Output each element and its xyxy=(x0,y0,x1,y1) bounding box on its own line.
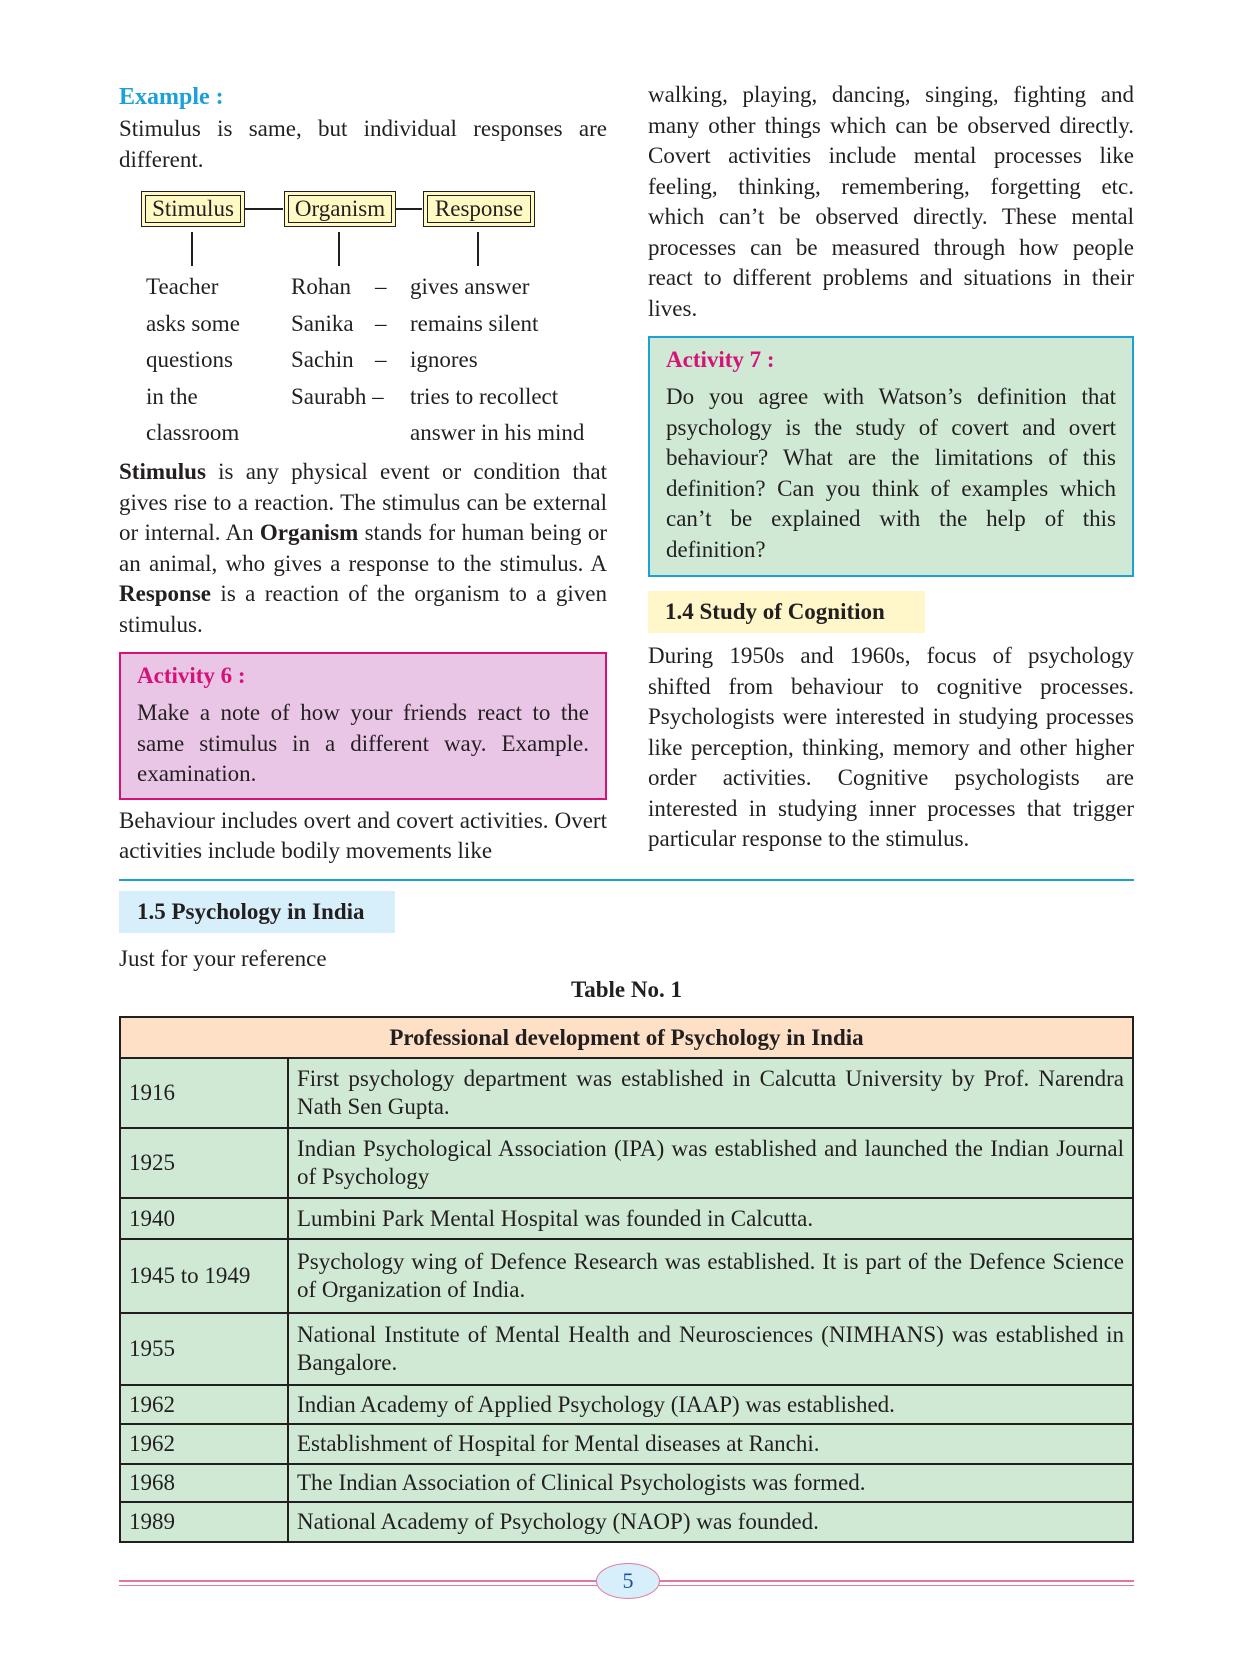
table-row xyxy=(120,1128,1133,1198)
event-cell: Indian Academy of Applied Psychology (IAAP) was established. xyxy=(288,1385,1133,1424)
left-column xyxy=(119,80,607,867)
activity-6-title: Activity 6 : xyxy=(137,663,246,688)
activity-7-title: Activity 7 : xyxy=(666,347,775,372)
year-cell: 1955 xyxy=(120,1313,288,1385)
response-down-line xyxy=(477,232,479,266)
table-row xyxy=(120,1502,1133,1542)
stimulus-box: Stimulus xyxy=(141,191,245,227)
table-row xyxy=(120,1424,1133,1464)
table-row xyxy=(120,1385,1133,1424)
activity-7-box xyxy=(648,336,1134,577)
definitions-paragraph: Stimulus is any physical event or condition that gives rise to a reaction. The stimulus can be external or internal. An Organism stands for human being or an animal, who gives a response to the stimulus. A Response is a reaction of the organism to a given stimulus. xyxy=(119,459,607,637)
event-cell: First psychology department was established in Calcutta University by Prof. Narendra Nath Sen Gupta. xyxy=(288,1058,1133,1128)
stimulus-example: Teacher asks some questions in the classroom xyxy=(146,274,240,445)
organism-examples: Rohan Sanika Sachin Saurabh – xyxy=(291,274,384,409)
organism-down-line xyxy=(338,232,340,266)
page-number: 5 xyxy=(596,1563,660,1599)
event-cell: Lumbini Park Mental Hospital was founded in Calcutta. xyxy=(288,1198,1133,1239)
event-cell: National Institute of Mental Health and Neurosciences (NIMHANS) was established in Bangalore. xyxy=(288,1313,1133,1385)
table-row xyxy=(120,1464,1133,1502)
footer-rule-right xyxy=(658,1580,1134,1582)
event-cell: Establishment of Hospital for Mental diseases at Ranchi. xyxy=(288,1424,1133,1464)
table-row xyxy=(120,1239,1133,1313)
year-cell: 1945 to 1949 xyxy=(120,1239,288,1313)
cognition-paragraph: During 1950s and 1960s, focus of psychology shifted from behaviour to cognitive processes. Psychologists were interested in studying processes like perception, thinking, memory and other higher order activities. Cognitive psychologists are interested in studying inner processes that trigger particular response to the stimulus. xyxy=(648,643,1134,851)
table-caption: Table No. 1 xyxy=(571,977,682,1002)
table-row xyxy=(120,1198,1133,1239)
section-divider xyxy=(119,879,1134,881)
response-box: Response xyxy=(423,191,535,227)
stimulus-down-line xyxy=(191,232,193,266)
year-cell: 1916 xyxy=(120,1058,288,1128)
reference-note: Just for your reference xyxy=(119,946,327,971)
table-row xyxy=(120,1058,1133,1128)
year-cell: 1962 xyxy=(120,1385,288,1424)
footer-rule-left xyxy=(119,1580,597,1582)
event-cell: Psychology wing of Defence Research was established. It is part of the Defence Science of Organization of India. xyxy=(288,1239,1133,1313)
section-heading-1-4: 1.4 Study of Cognition xyxy=(648,591,925,633)
example-label: Example : xyxy=(119,84,224,110)
organism-term: Organism xyxy=(259,520,359,545)
footer-rule-left-thin xyxy=(119,1585,597,1586)
right-column xyxy=(648,80,1134,855)
activity-6-box xyxy=(119,652,607,800)
year-cell: 1940 xyxy=(120,1198,288,1239)
connector-line xyxy=(245,208,283,210)
connector-line xyxy=(396,208,422,210)
event-cell: National Academy of Psychology (NAOP) was founded. xyxy=(288,1502,1133,1542)
section-heading-1-5: 1.5 Psychology in India xyxy=(119,891,395,933)
example-text: Stimulus is same, but individual responses are different. xyxy=(119,116,607,172)
year-cell: 1925 xyxy=(120,1128,288,1198)
response-term: Response xyxy=(119,581,212,606)
table-row xyxy=(120,1313,1133,1385)
year-cell: 1968 xyxy=(120,1464,288,1502)
dash-column: – – – xyxy=(375,274,387,372)
event-cell: Indian Psychological Association (IPA) was established and launched the Indian Journal of Psychology xyxy=(288,1128,1133,1198)
stimulus-response-diagram xyxy=(119,185,607,457)
year-cell: 1962 xyxy=(120,1424,288,1464)
stimulus-term: Stimulus xyxy=(119,459,206,484)
footer-rule-right-thin xyxy=(658,1585,1134,1586)
activity-6-text: Make a note of how your friends react to the same stimulus in a different way. Example. examination. xyxy=(137,700,589,786)
activity-7-text: Do you agree with Watson’s definition that psychology is the study of covert and overt behaviour? What are the limitations of this definition? Can you think of examples which can’t be explained with the help of this definition? xyxy=(666,384,1116,562)
overt-covert-paragraph: walking, playing, dancing, singing, fighting and many other things which can be observed directly. Covert activities include mental processes like feeling, thinking, remembering, forgetting etc. which can’t be observed directly. These mental processes can be measured through how people react to different problems and situations in their lives. xyxy=(648,82,1134,321)
behaviour-paragraph: Behaviour includes overt and covert activities. Overt activities include bodily movements like xyxy=(119,807,607,863)
response-examples: gives answer remains silent ignores tries to recollect answer in his mind xyxy=(410,274,585,445)
year-cell: 1989 xyxy=(120,1502,288,1542)
psychology-india-table xyxy=(119,1016,1134,1543)
table-header: Professional development of Psychology in India xyxy=(120,1017,1133,1058)
organism-box: Organism xyxy=(284,191,396,227)
event-cell: The Indian Association of Clinical Psychologists was formed. xyxy=(288,1464,1133,1502)
